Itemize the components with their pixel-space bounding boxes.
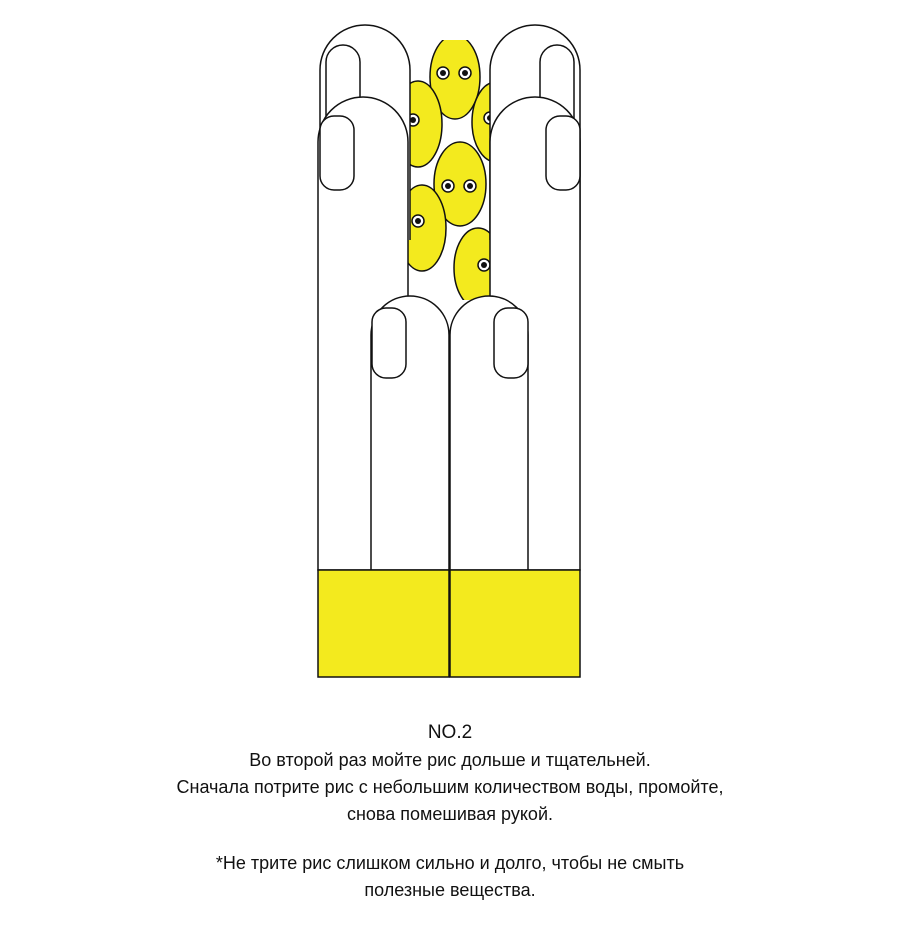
fingernail xyxy=(546,116,580,190)
instruction-line: Во второй раз мойте рис дольше и тщательней. xyxy=(249,750,651,770)
left-sleeve-cuff xyxy=(318,570,449,677)
thumbnail xyxy=(372,308,406,378)
right-sleeve-cuff xyxy=(450,570,580,677)
note-line: *Не трите рис слишком сильно и долго, чтобы не смыть xyxy=(215,853,685,873)
hands xyxy=(318,25,580,677)
instruction-line: снова помешивая рукой. xyxy=(346,804,554,824)
note-line: полезные вещества. xyxy=(364,880,536,900)
step-number: NO.2 xyxy=(427,722,473,743)
fingernail xyxy=(320,116,354,190)
instruction-line: Сначала потрите рис с небольшим количеством воды, промойте, xyxy=(176,777,724,797)
thumbnail xyxy=(494,308,528,378)
